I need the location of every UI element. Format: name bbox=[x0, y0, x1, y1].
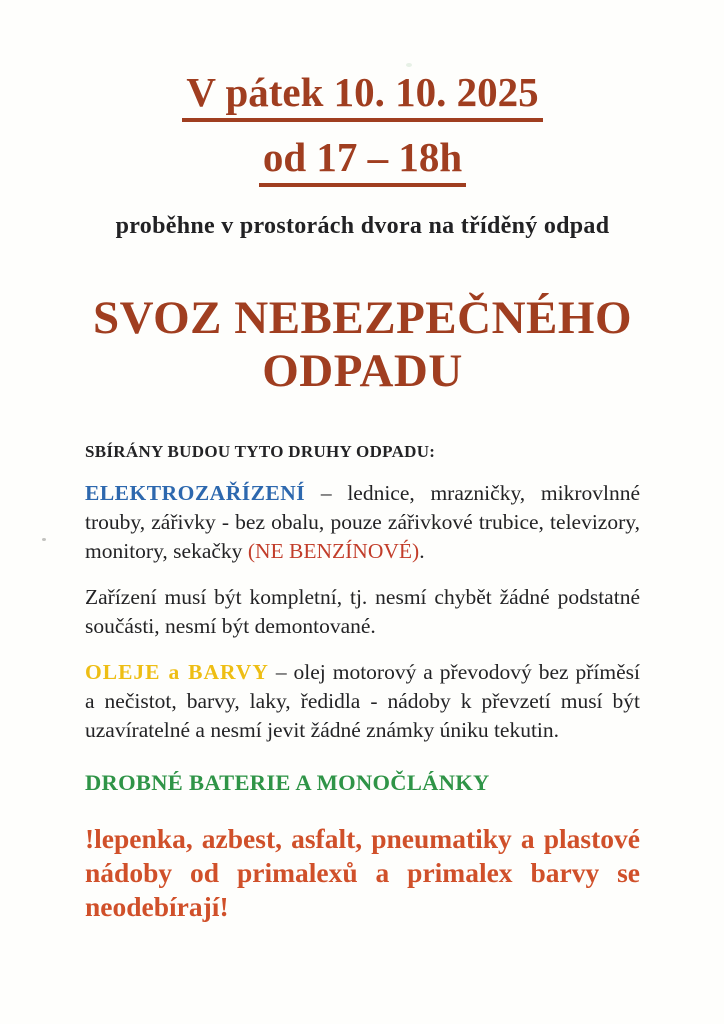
paragraph-zarizeni: Zařízení musí být kompletní, tj. nesmí chybět žádné podstatné součásti, nesmí být demontované. bbox=[85, 585, 640, 639]
elektro-tail: . bbox=[419, 539, 425, 564]
title-time-text: od 17 – 18h bbox=[259, 135, 466, 187]
oleje-body: – olej motorový a převodový bez příměsí a nečistot, barvy, laky, ředidla - nádoby k převzetí musí být uzavíratelné a nesmí jevit žádné známky úniku tekutin. bbox=[85, 660, 640, 743]
main-heading bbox=[85, 292, 640, 398]
main-heading-line2: ODPADU bbox=[262, 344, 463, 397]
title-time-line bbox=[85, 135, 640, 187]
main-heading-line1: SVOZ NEBEZPEČNÉHO bbox=[92, 291, 633, 344]
paragraph-oleje bbox=[85, 658, 640, 745]
title-date-line bbox=[85, 70, 640, 122]
elektro-lead: ELEKTROZAŘÍZENÍ bbox=[85, 481, 306, 506]
title-date-text: V pátek 10. 10. 2025 bbox=[182, 70, 542, 122]
subtitle-location: proběhne v prostorách dvora na tříděný odpad bbox=[115, 212, 610, 239]
paragraph-elektro bbox=[85, 479, 640, 566]
date-time-title bbox=[85, 70, 640, 187]
elektro-body: – lednice, mrazničky, mikrovlnné trouby, zářivky - bez obalu, pouze zářivkové trubice, televizory, monitory, sekačky bbox=[85, 481, 640, 564]
paragraph-exclusion: !lepenka, azbest, asfalt, pneumatiky a plastové nádoby od primalexů a primalex barvy se neodebírají! bbox=[85, 823, 640, 923]
oleje-lead: OLEJE a BARVY bbox=[85, 660, 269, 685]
elektro-warning: (NE BENZÍNOVÉ) bbox=[247, 539, 420, 564]
section-label: SBÍRÁNY BUDOU TYTO DRUHY ODPADU: bbox=[85, 442, 436, 462]
baterie-heading: DROBNÉ BATERIE A MONOČLÁNKY bbox=[85, 770, 490, 796]
